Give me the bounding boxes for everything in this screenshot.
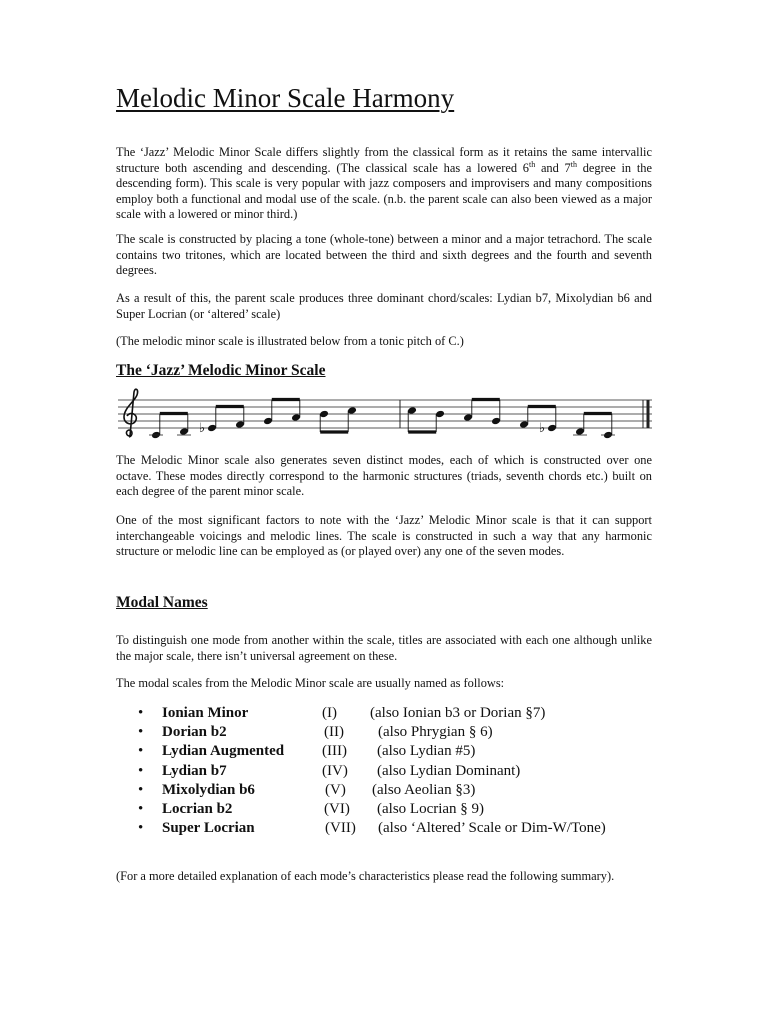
mode-name: Lydian Augmented [162, 743, 285, 760]
bullet-icon: • [138, 800, 144, 817]
mode-alias: (also Ionian b3 or Dorian §7) [370, 705, 546, 721]
note-descending-7 [573, 427, 587, 436]
intro-paragraph-1 [116, 145, 652, 223]
mode-alias: (also Lydian Dominant) [377, 762, 521, 779]
bullet-icon: • [138, 781, 144, 798]
mode-list [138, 705, 678, 839]
superscript-th-1: th [528, 159, 536, 169]
note-ascending-1 [149, 431, 163, 440]
bullet-icon: • [138, 820, 144, 837]
mode-name: Ionian Minor [162, 705, 249, 721]
note-ascending-2 [177, 427, 191, 436]
intro-paragraph-2: The scale is constructed by placing a tone (whole-tone) between a minor and a major tetrachord. The scale contains two tritones, which are located between the third and sixth degrees and the fourth and seventh degrees. [116, 232, 652, 277]
mode-name: Locrian b2 [162, 800, 233, 817]
mode-alias: (also Aeolian §3) [372, 781, 476, 798]
list-item [138, 820, 678, 839]
list-item [138, 705, 678, 724]
notes-layer [149, 400, 615, 440]
modal-paragraph-7: To distinguish one mode from another within the scale, titles are associated with each one although unlike the major scale, there isn’t universal agreement on these. [116, 633, 652, 663]
list-item [138, 801, 678, 820]
section-heading-jazz-melodic-minor: The ‘Jazz’ Melodic Minor Scale [116, 362, 326, 379]
mode-numeral: (I) [322, 705, 337, 721]
intro-p1-text-c: degree in the descending form). This scale is very popular with jazz composers and improvisers and many compositions employ both a functional and modal use of the scale. (n.b. the parent scale can also been viewed as a major scale with a lowered or minor third.) [116, 160, 652, 221]
melodic-minor-scale-notation [116, 386, 652, 444]
mode-alias: (also Phrygian § 6) [378, 724, 493, 741]
intro-p1-text-a: The ‘Jazz’ Melodic Minor Scale differs slightly from the classical form as it retains the same intervallic structure both ascending and descending. (The classical scale has a lowered 6 [116, 145, 652, 175]
mode-name: Dorian b2 [162, 724, 227, 741]
bullet-icon: • [138, 705, 144, 721]
mode-name: Super Locrian [162, 820, 255, 837]
superscript-th-2: th [570, 159, 577, 169]
bullet-icon: • [138, 743, 144, 760]
intro-p1-text-b: and 7 [535, 160, 571, 175]
note-descending-8 [601, 431, 615, 440]
modal-paragraph-9: (For a more detailed explanation of each mode’s characteristics please read the following summary). [116, 869, 615, 883]
mode-numeral: (VI) [324, 800, 350, 817]
mode-alias: (also Lydian #5) [377, 743, 476, 760]
note-descending-6 [539, 421, 557, 436]
mode-numeral: (V) [325, 781, 346, 798]
flat-accidental-icon: ♭ [539, 421, 546, 436]
flat-accidental-icon: ♭ [199, 421, 206, 436]
intro-paragraph-4: (The melodic minor scale is illustrated below from a tonic pitch of C.) [116, 334, 464, 348]
section-heading-modal-names: Modal Names [116, 594, 208, 611]
intro-paragraph-3: As a result of this, the parent scale produces three dominant chord/scales: Lydian b7, Mixolydian b6 and Super Locrian (or ‘altered’ scale) [116, 291, 652, 321]
mode-name: Lydian b7 [162, 762, 227, 779]
mode-numeral: (VII) [325, 820, 356, 837]
modal-paragraph-8: The modal scales from the Melodic Minor scale are usually named as follows: [116, 676, 505, 690]
bullet-icon: • [138, 762, 144, 779]
mode-numeral: (II) [324, 724, 344, 741]
mode-alias: (also ‘Altered’ Scale or Dim-W/Tone) [378, 820, 606, 837]
mode-numeral: (III) [322, 743, 347, 760]
body-paragraph-5: The Melodic Minor scale also generates seven distinct modes, each of which is constructed over one octave. These modes directly correspond to the harmonic structures (triads, seventh chords etc.) built on each degree of the parent minor scale. [116, 453, 652, 498]
treble-clef-icon [124, 389, 138, 437]
mode-numeral: (IV) [322, 762, 348, 779]
list-item [138, 763, 678, 782]
note-ascending-3 [199, 421, 217, 436]
mode-name: Mixolydian b6 [162, 781, 255, 798]
list-item [138, 724, 678, 743]
body-paragraph-6: One of the most significant factors to note with the ‘Jazz’ Melodic Minor scale is that it can support interchangeable voicings and melodic lines. The scale is constructed in such a way that any harmonic structure or melodic line can be employed as (or played over) any one of the seven modes. [116, 513, 652, 558]
list-item [138, 782, 678, 801]
mode-alias: (also Locrian § 9) [377, 800, 485, 817]
bullet-icon: • [138, 724, 144, 741]
list-item [138, 743, 678, 762]
page-title: Melodic Minor Scale Harmony [116, 83, 455, 113]
